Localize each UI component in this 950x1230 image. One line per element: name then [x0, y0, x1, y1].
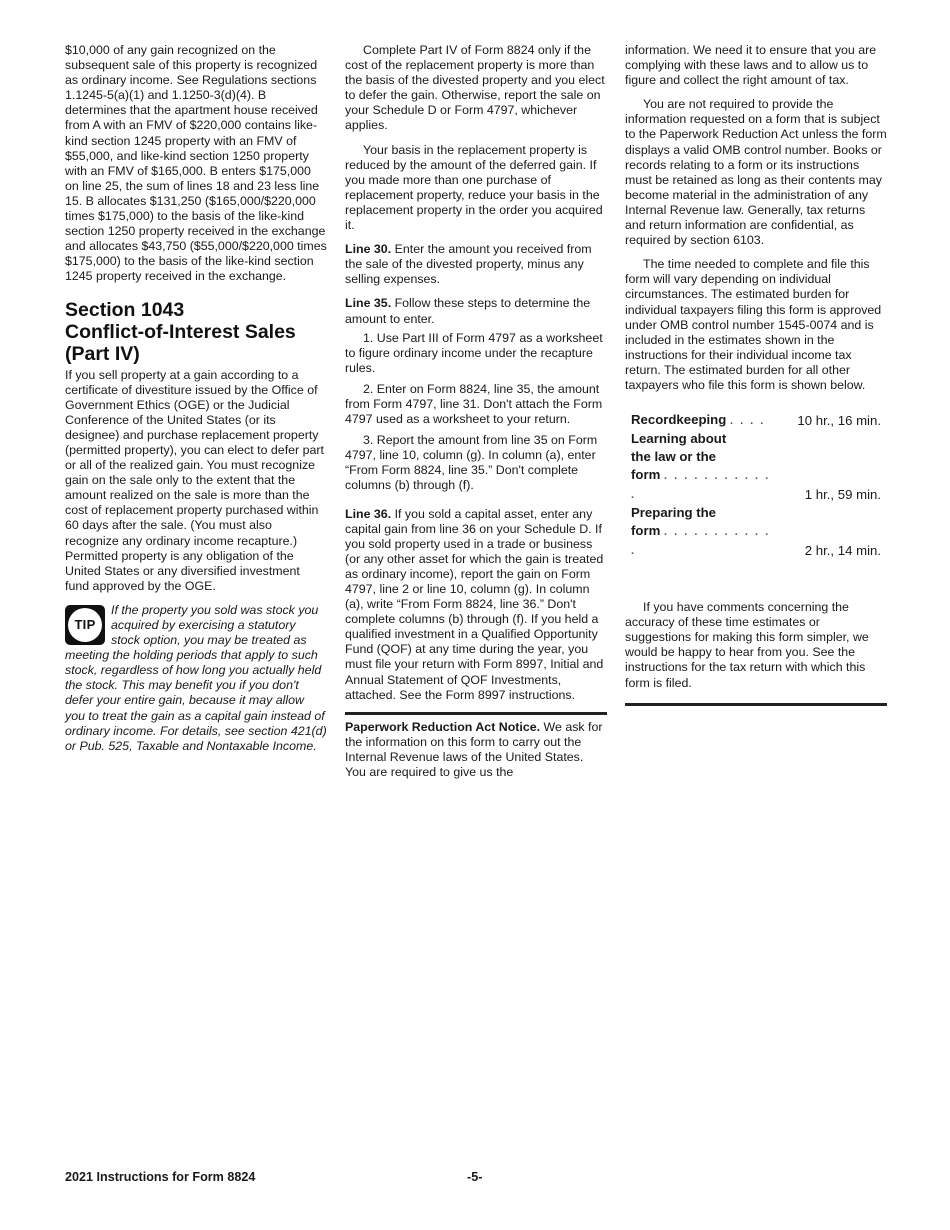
recordkeeping-value: 10 hr., 16 min.	[797, 413, 881, 429]
column-right	[625, 43, 887, 706]
preparing-label-line2: form	[631, 523, 661, 539]
tip-icon	[65, 605, 105, 645]
learning-value: 1 hr., 59 min.	[804, 487, 881, 503]
step-1: 1. Use Part III of Form 4797 as a worksheet to figure ordinary income under the recapture rules.	[345, 330, 603, 375]
line-36-text: If you sold a capital asset, enter any capital gain from line 36 on your Schedule D. If you sold property used in a trade or business (or any other asset for which the gain is treated as ordinary income), report the gain on Form 4797, line 2 or line 10, column (g). In column (a), write “From Form 8824, line 36.” Don't complete columns (b) through (f). If you held a qualified investment in a Qualified Opportunity Fund (QOF) at any time during the year, you must file your return with Form 8997, Initial and Annual Statement of QOF Investments, attached. See the Form 8997 instructions.	[345, 506, 604, 702]
tip-label: TIP	[68, 608, 102, 642]
pra-text: We ask for the information on this form to carry out the Internal Revenue laws of the United States. You are required to give us the	[345, 719, 603, 780]
burden-table	[625, 411, 887, 560]
burden-row-recordkeeping: Recordkeeping . . . . 10 hr., 16 min.	[631, 412, 881, 429]
line-35-text: Follow these steps to determine the amount to enter.	[345, 296, 591, 326]
learning-label-line3: form	[631, 467, 661, 483]
line-35-label: Line 35.	[345, 296, 392, 311]
tip-text: If the property you sold was stock you acquired by exercising a statutory stock option, you may be treated as meeting the holding periods that apply to such stock, regardless of how long you actually held the stock. This may benefit you if you don't defer your entire gain, because it may allow you to treat the gain as a capital gain instead of ordinary income. For details, see section 421(d) or Pub. 525, Taxable and Nontaxable Income.	[65, 602, 327, 753]
pra-label: Paperwork Reduction Act Notice.	[345, 719, 541, 734]
step-3: 3. Report the amount from line 35 on Form 4797, line 10, column (g). In column (a), enter “From Form 8824, line 35.” Don't complete columns (b) through (f).	[345, 433, 598, 493]
line-30-label: Line 30.	[345, 242, 392, 257]
page-number: -5-	[467, 1170, 483, 1184]
paperwork-reduction-notice	[345, 712, 607, 780]
recordkeeping-label: Recordkeeping	[631, 412, 727, 428]
example-continuation-paragraph: $10,000 of any gain recognized on the subsequent sale of this property is recognized as ordinary income. See Regulations sections 1.1245-5(a)(1) and 1.1250-3(d)(4). B determines that the apartment house received from A with an FMV of $220,000 contains like-kind section 1245 property with an FMV of $55,000, and like-kind section 1250 property with an FMV of $165,000. B enters $175,000 on line 25, the sum of lines 18 and 23 less line 15. B allocates $131,250 ($165,000/$220,000 times $175,000) to the basis of the like-kind section 1250 property received in the exchange and allocates $43,750 ($55,000/$220,000 times $175,000) to the basis of the like-kind section 1245 property received in the exchange.	[65, 43, 327, 284]
line-36-paragraph	[345, 507, 607, 703]
line-36-label: Line 36.	[345, 506, 392, 521]
section-1043-heading: Section 1043 Conflict-of-Interest Sales (Part IV)	[65, 298, 296, 365]
line-35-paragraph	[345, 296, 607, 326]
line-30-paragraph	[345, 242, 607, 287]
comments-paragraph: If you have comments concerning the accuracy of these time estimates or suggestions for making this form simpler, we would be happy to hear from you. See the instructions for the tax return with which this form is filed.	[625, 600, 869, 690]
column-middle	[345, 43, 607, 789]
footer-title: 2021 Instructions for Form 8824	[65, 1170, 256, 1184]
part-iv-paragraph: Complete Part IV of Form 8824 only if the cost of the replacement property is more than the basis of the divested property and you elect to defer the gain. Otherwise, report the sale on your Schedule D or Form 4797, whichever applies.	[345, 43, 605, 133]
preparing-value: 2 hr., 14 min.	[804, 543, 881, 559]
time-estimate-paragraph: The time needed to complete and file this form will vary depending on individual circumstances. The estimated burden for individual taxpayers filing this form is approved under OMB control number 1545-0074 and is included in the estimates shown in the instructions for their individual income tax return. The estimated burden for all other taxpayers who file this form is shown below.	[625, 257, 882, 392]
omb-paragraph: You are not required to provide the information requested on a form that is subject to the Paperwork Reduction Act unless the form displays a valid OMB control number. Books or records relating to a form or its instructions must be retained as long as their contents may become material in the administration of any Internal Revenue law. Generally, tax returns and return information are confidential, as required by section 6103.	[625, 97, 887, 248]
preparing-label-line1: Preparing the	[631, 505, 717, 521]
learning-label-line2: the law or the	[631, 449, 716, 465]
burden-row-preparing: form . . . . . . . . . . . . 2 hr., 14 min.	[631, 523, 881, 559]
step-2: 2. Enter on Form 8824, line 35, the amount from Form 4797, line 31. Don't attach the Form 4797 used as a worksheet to your return.	[345, 381, 603, 427]
section-1043-body: If you sell property at a gain according to a certificate of divestiture issued by the Office of Government Ethics (OGE) or the Judicial Conference of the United States (or its designee) and purchase replacement property (permitted property), you can elect to defer part or all of the realized gain. You must recognize gain on the sale only to the extent that the amount realized on the sale is more than the cost of replacement property purchased within 60 days after the sale. (You must also recognize any ordinary income recapture.) Permitted property is any obligation of the United States or any diversified investment fund approved by the OGE.	[65, 367, 324, 593]
tip-box	[65, 603, 327, 754]
basis-paragraph: Your basis in the replacement property is reduced by the amount of the deferred gain. If you made more than one purchase of replacement property, reduce your basis in the replacement property in the order you acquired it.	[345, 142, 603, 233]
end-rule	[625, 703, 887, 706]
pra-continuation: information. We need it to ensure that you are complying with these laws and to allow us to figure and collect the right amount of tax.	[625, 43, 877, 88]
learning-label-line1: Learning about	[631, 431, 727, 447]
line-30-text: Enter the amount you received from the sale of the divested property, minus any selling expenses.	[345, 242, 592, 287]
column-left	[65, 43, 327, 754]
burden-row-learning: form . . . . . . . . . . . . 1 hr., 59 min.	[631, 467, 881, 503]
